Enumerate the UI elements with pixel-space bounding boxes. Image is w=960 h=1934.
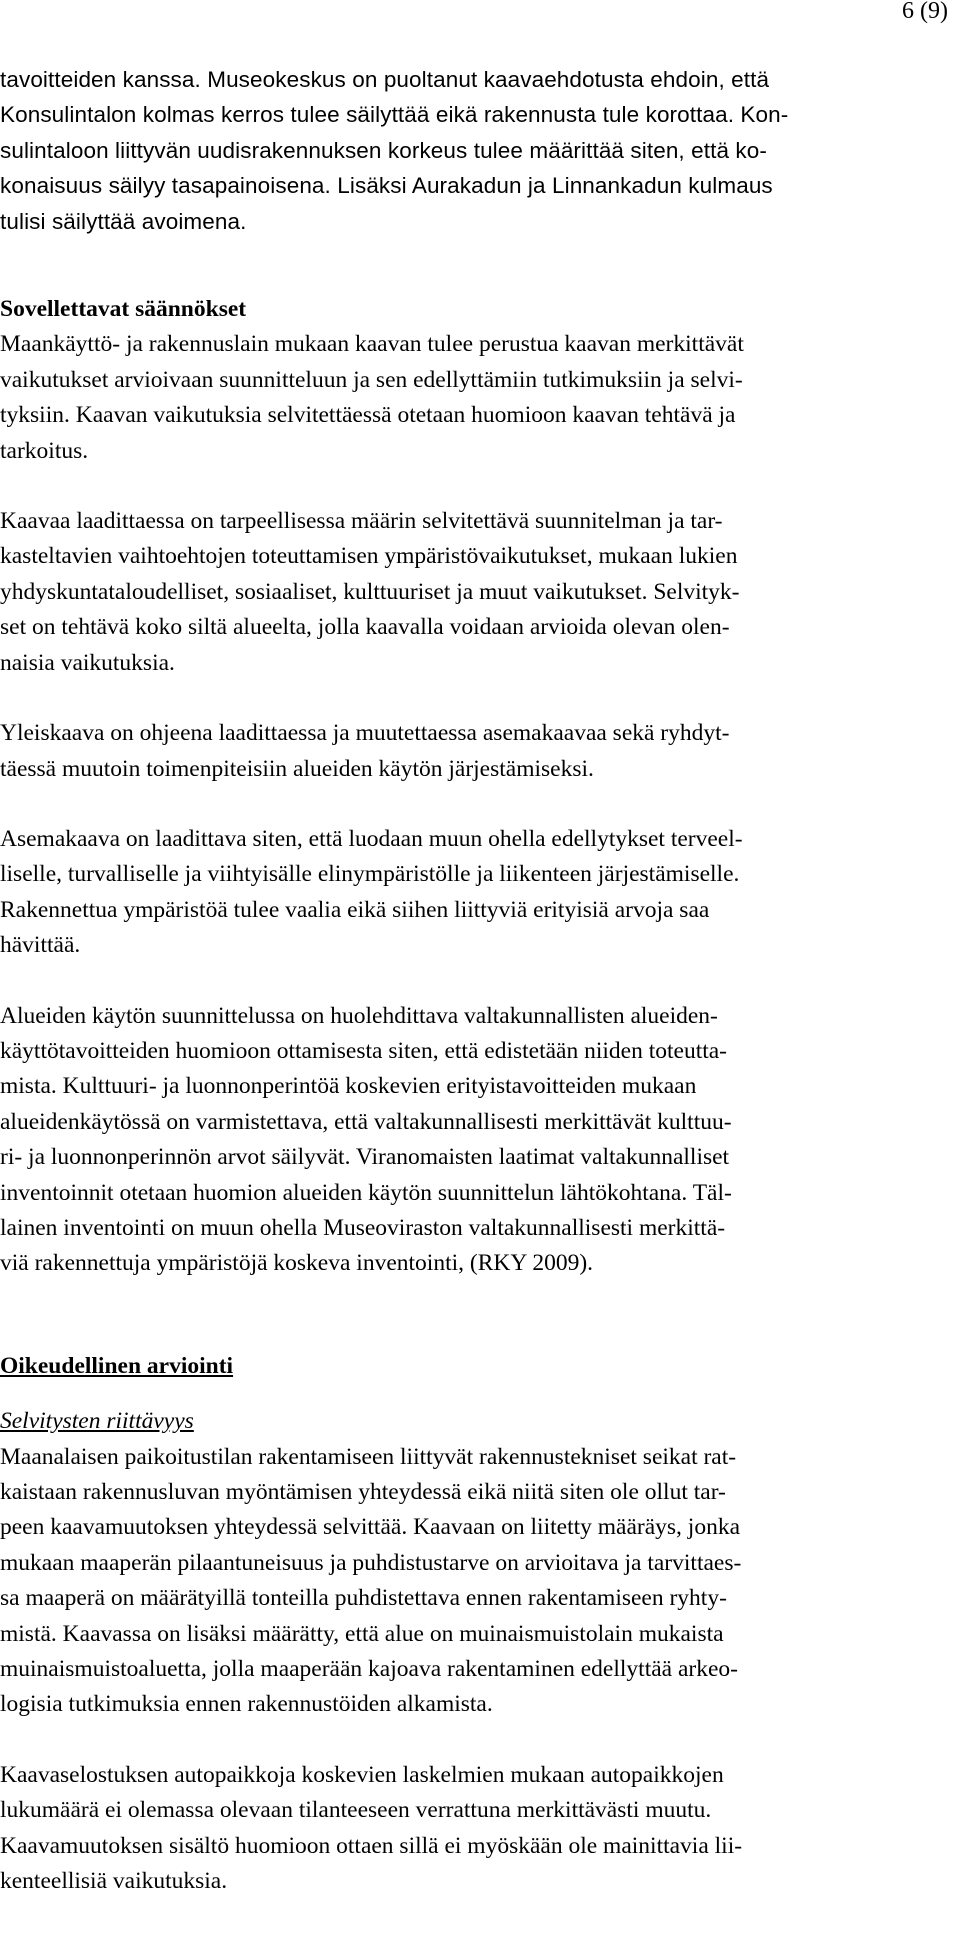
text-line: peen kaavamuutoksen yhteydessä selvittää. Kaavaan on liitetty määräys, jonka [0, 1514, 740, 1541]
text-line: tarkoitus. [0, 437, 89, 464]
text-line: tulisi säilyttää avoimena. [0, 208, 247, 234]
text-line: lainen inventointi on muun ohella Museoviraston valtakunnallisesti merkittä- [0, 1214, 726, 1241]
text-line: liselle, turvalliselle ja viihtyisälle elinympäristölle ja liikenteen järjestämiselle. [0, 861, 740, 888]
text-line: tyksiin. Kaavan vaikutuksia selvitettäessä otetaan huomioon kaavan tehtävä ja [0, 402, 736, 429]
text-line: viä rakennettuja ympäristöjä koskeva inventointi, (RKY 2009). [0, 1250, 594, 1277]
text-line: Kaavaselostuksen autopaikkoja koskevien laskelmien mukaan autopaikkojen [0, 1761, 724, 1788]
section-legal [0, 1349, 952, 1723]
text-line: käyttötavoitteiden huomioon ottamisesta siten, että edistetään niiden toteutta- [0, 1037, 728, 1064]
text-line: mistä. Kaavassa on lisäksi määrätty, että alue on muinaismuistolain mukaista [0, 1620, 724, 1647]
text-line: mista. Kulttuuri- ja luonnonperintöä koskevien erityistavoitteiden mukaan [0, 1073, 697, 1100]
text-line: konaisuus säilyy tasapainoisena. Lisäksi Aurakadun ja Linnankadun kulmaus [0, 173, 773, 199]
text-line: täessä muutoin toimenpiteisiin alueiden käytön järjestämiseksi. [0, 755, 594, 782]
text-line: logisia tutkimuksia ennen rakennustöiden alkamista. [0, 1691, 493, 1718]
text-line: sa maaperä on määrätyillä tonteilla puhdistettava ennen rakentamiseen ryhty- [0, 1585, 727, 1612]
paragraph [0, 822, 952, 964]
text-line: set on tehtävä koko siltä alueelta, jolla kaavalla voidaan arvioida olevan olen- [0, 614, 730, 641]
text-line: alueidenkäytössä on varmistettava, että valtakunnallisesti merkittävät kulttuu- [0, 1108, 732, 1135]
text-line: sulintaloon liittyvän uudisrakennuksen korkeus tulee määrittää siten, että ko- [0, 137, 767, 163]
text-line: kenteellisiä vaikutuksia. [0, 1868, 228, 1895]
text-line: kasteltavien vaihtoehtojen toteuttamisen ympäristövaikutukset, mukaan lukien [0, 543, 738, 570]
text-line: Asemakaava on laadittava siten, että luodaan muun ohella edellytykset terveel- [0, 825, 743, 852]
text-line: Rakennettua ympäristöä tulee vaalia eikä siihen liittyviä erityisiä arvoja saa [0, 896, 710, 923]
section-subheading: Selvitysten riittävyys [0, 1408, 194, 1435]
text-line: mukaan maaperän pilaantuneisuus ja puhdistustarve on arvioitava ja tarvittaes- [0, 1549, 742, 1576]
text-line: Kaavamuutoksen sisältö huomioon ottaen sillä ei myöskään ole mainittavia lii- [0, 1832, 743, 1859]
text-line: inventoinnit otetaan huomion alueiden käytön suunnittelun lähtökohtana. Täl- [0, 1179, 732, 1206]
text-line: naisia vaikutuksia. [0, 649, 175, 676]
document-body [0, 62, 952, 1934]
intro-paragraph [0, 62, 952, 239]
text-line: ri- ja luonnonperinnön arvot säilyvät. Viranomaisten laatimat valtakunnalliset [0, 1144, 730, 1171]
text-line: Maanalaisen paikoitustilan rakentamiseen liittyvät rakennustekniset seikat rat- [0, 1443, 737, 1470]
text-line: kaistaan rakennusluvan myöntämisen yhteydessä eikä niitä siten ole ollut tar- [0, 1479, 726, 1505]
text-line: hävittää. [0, 932, 81, 959]
paragraph [0, 716, 952, 787]
page-number: 6 (9) [902, 0, 948, 24]
text-line: yhdyskuntataloudelliset, sosiaaliset, kulttuuriset ja muut vaikutukset. Selvityk- [0, 578, 740, 605]
text-line: lukumäärä ei olemassa olevaan tilanteeseen verrattuna merkittävästi muutu. [0, 1797, 712, 1824]
text-line: tavoitteiden kanssa. Museokeskus on puoltanut kaavaehdotusta ehdoin, että [0, 67, 770, 92]
text-line: Konsulintalon kolmas kerros tulee säilyttää eikä rakennusta tule korottaa. Kon- [0, 102, 789, 128]
text-line: muinaismuistoaluetta, jolla maaperään kajoava rakentaminen edellyttää arkeo- [0, 1656, 738, 1683]
text-line: Maankäyttö- ja rakennuslain mukaan kaavan tulee perustua kaavan merkittävät [0, 331, 744, 358]
section-heading: Sovellettavat säännökset [0, 296, 247, 323]
text-line: vaikutukset arvioivaan suunnitteluun ja sen edellyttämiin tutkimuksiin ja selvi- [0, 366, 743, 393]
text-line: Alueiden käytön suunnittelussa on huolehdittava valtakunnallisten alueiden- [0, 1002, 718, 1029]
paragraph [0, 999, 952, 1282]
section-rules [0, 292, 952, 469]
text-line: Yleiskaava on ohjeena laadittaessa ja muutettaessa asemakaavaa sekä ryhdyt- [0, 720, 730, 747]
paragraph [0, 1758, 952, 1900]
paragraph [0, 504, 952, 681]
section-heading: Oikeudellinen arviointi [0, 1352, 234, 1379]
text-line: Kaavaa laadittaessa on tarpeellisessa määrin selvitettävä suunnitelman ja tar- [0, 508, 723, 535]
